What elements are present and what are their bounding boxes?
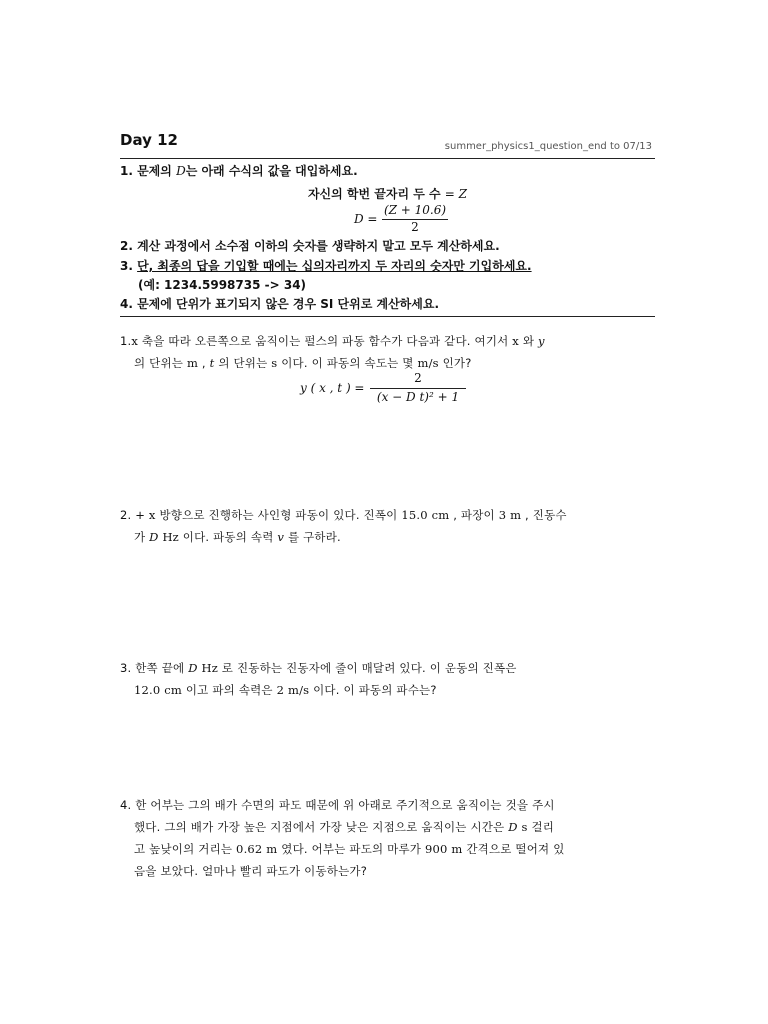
z-definition-text: 자신의 학번 끝자리 두 수 bbox=[307, 187, 441, 201]
q4-text-4: 였다. 어부는 파도의 마루가 bbox=[277, 842, 425, 856]
q1-equation-denominator: (x − D t)² + 1 bbox=[376, 390, 460, 404]
q2-amplitude: 15.0 cm bbox=[401, 508, 450, 522]
q2-d-symbol: D bbox=[149, 530, 159, 544]
rule-2: 2. 계산 과정에서 소수점 이하의 숫자를 생략하지 말고 모두 계산하세요. bbox=[120, 239, 500, 253]
q1-text-4: , bbox=[198, 356, 210, 370]
q2-text-2: , 파장이 bbox=[449, 508, 499, 522]
q1-text-2: 와 bbox=[518, 334, 539, 348]
q1-y-symbol: y bbox=[538, 334, 545, 348]
q2-x-symbol: x bbox=[148, 508, 156, 522]
page-title: Day 12 bbox=[120, 131, 178, 149]
q3-text-1: 3. 한쪽 끝에 bbox=[120, 661, 189, 675]
q1-text-3: 의 단위는 bbox=[134, 356, 187, 370]
rule-3-prefix: 3. bbox=[120, 259, 138, 273]
q1-text-5: 의 단위는 bbox=[214, 356, 272, 370]
d-formula-lhs: D = bbox=[354, 212, 378, 226]
d-formula bbox=[354, 205, 464, 235]
q3-text-3: 이고 파의 속력은 bbox=[182, 683, 277, 697]
q1-x-symbol-2: x bbox=[512, 334, 519, 348]
rules-divider bbox=[120, 316, 655, 317]
q2-v-symbol: v bbox=[277, 530, 285, 544]
q4-text-2: 걸리 bbox=[527, 820, 555, 834]
question-3-line-1 bbox=[120, 657, 650, 679]
d-formula-numerator: (Z + 10.6) bbox=[383, 203, 447, 217]
q2-unit-hz: Hz bbox=[158, 530, 179, 544]
q1-equation-lhs: y ( x , t ) = bbox=[300, 381, 365, 395]
d-formula-denominator: 2 bbox=[411, 220, 419, 234]
question-4 bbox=[120, 794, 650, 882]
q1-unit-m: m bbox=[186, 356, 199, 370]
q1-number: 1. bbox=[120, 334, 132, 348]
q4-text-5: 간격으로 떨어져 있 bbox=[462, 842, 565, 856]
q2-number: 2. + bbox=[120, 508, 149, 522]
q4-text-1: 했다. 그의 배가 가장 높은 지점에서 가장 낮은 지점으로 움직이는 시간은 bbox=[134, 820, 509, 834]
question-4-line-3 bbox=[120, 838, 650, 860]
rule-1 bbox=[120, 164, 358, 178]
question-4-line-1: 4. 한 어부는 그의 배가 수면의 파도 때문에 위 아래로 주기적으로 움직이는 것을 주시 bbox=[120, 798, 555, 812]
z-definition bbox=[120, 185, 655, 202]
question-2 bbox=[120, 504, 650, 548]
q1-unit-s: s bbox=[271, 356, 278, 370]
q1-equation-bar bbox=[370, 388, 466, 389]
q1-wave-equation bbox=[300, 372, 480, 408]
question-4-line-4: 음을 보았다. 얼마나 빨리 파도가 이동하는가? bbox=[134, 864, 367, 878]
rule-1-variable: D bbox=[176, 164, 186, 178]
question-4-line-2 bbox=[120, 816, 650, 838]
document-tag: summer_physics1_question_end to 07/13 bbox=[444, 141, 652, 152]
rule-3-underlined: 단, 최종의 답을 기입할 때에는 십의자리까지 두 자리의 숫자만 기입하세요. bbox=[137, 259, 532, 273]
q4-unit-s: s bbox=[517, 820, 528, 834]
q1-x-symbol: x bbox=[131, 334, 139, 348]
question-3-line-2 bbox=[120, 679, 650, 701]
question-1 bbox=[120, 330, 650, 374]
example-line: (예: 1234.5998735 -> 34) bbox=[138, 278, 307, 292]
q1-text-6: 이다. 이 파동의 속도는 몇 bbox=[277, 356, 418, 370]
q4-d-symbol: D bbox=[508, 820, 518, 834]
q1-t-symbol: t bbox=[209, 356, 215, 370]
q3-text-2: 로 진동하는 진동자에 줄이 매달려 있다. 이 운동의 진폭은 bbox=[217, 661, 517, 675]
q3-speed: 2 m/s bbox=[276, 683, 310, 697]
q2-text-3: , 진동수 bbox=[521, 508, 567, 522]
q4-height: 0.62 m bbox=[236, 842, 278, 856]
q2-wavelength: 3 m bbox=[498, 508, 522, 522]
q2-text-4: 가 bbox=[134, 530, 150, 544]
question-3 bbox=[120, 657, 650, 701]
q3-unit-hz: Hz bbox=[197, 661, 218, 675]
rule-3 bbox=[120, 259, 532, 273]
q1-text-1: 축을 따라 오른쪽으로 움직이는 펄스의 파동 함수가 다음과 같다. 여기서 bbox=[138, 334, 513, 348]
q4-distance: 900 m bbox=[424, 842, 463, 856]
rule-4: 4. 문제에 단위가 표기되지 않은 경우 SI 단위로 계산하세요. bbox=[120, 297, 440, 311]
rule-1-suffix: 는 아래 수식의 값을 대입하세요. bbox=[185, 164, 358, 178]
q2-text-1: 방향으로 진행하는 사인형 파동이 있다. 진폭이 bbox=[155, 508, 402, 522]
question-2-line-1 bbox=[120, 504, 650, 526]
q3-text-4: 이다. 이 파동의 파수는? bbox=[309, 683, 437, 697]
q1-equation-numerator: 2 bbox=[414, 371, 422, 385]
q1-unit-ms: m/s bbox=[417, 356, 439, 370]
z-definition-equation: = Z bbox=[444, 187, 468, 201]
q4-text-3: 고 높낮이의 거리는 bbox=[134, 842, 237, 856]
question-2-line-2 bbox=[120, 526, 650, 548]
header-divider bbox=[120, 158, 655, 159]
q2-text-5: 이다. 파동의 속력 bbox=[178, 530, 278, 544]
q3-d-symbol: D bbox=[188, 661, 198, 675]
q2-text-6: 를 구하라. bbox=[284, 530, 341, 544]
question-1-line-1 bbox=[120, 330, 650, 352]
q3-amplitude: 12.0 cm bbox=[134, 683, 183, 697]
rule-1-prefix: 1. 문제의 bbox=[120, 164, 172, 178]
q1-text-7: 인가? bbox=[438, 356, 472, 370]
